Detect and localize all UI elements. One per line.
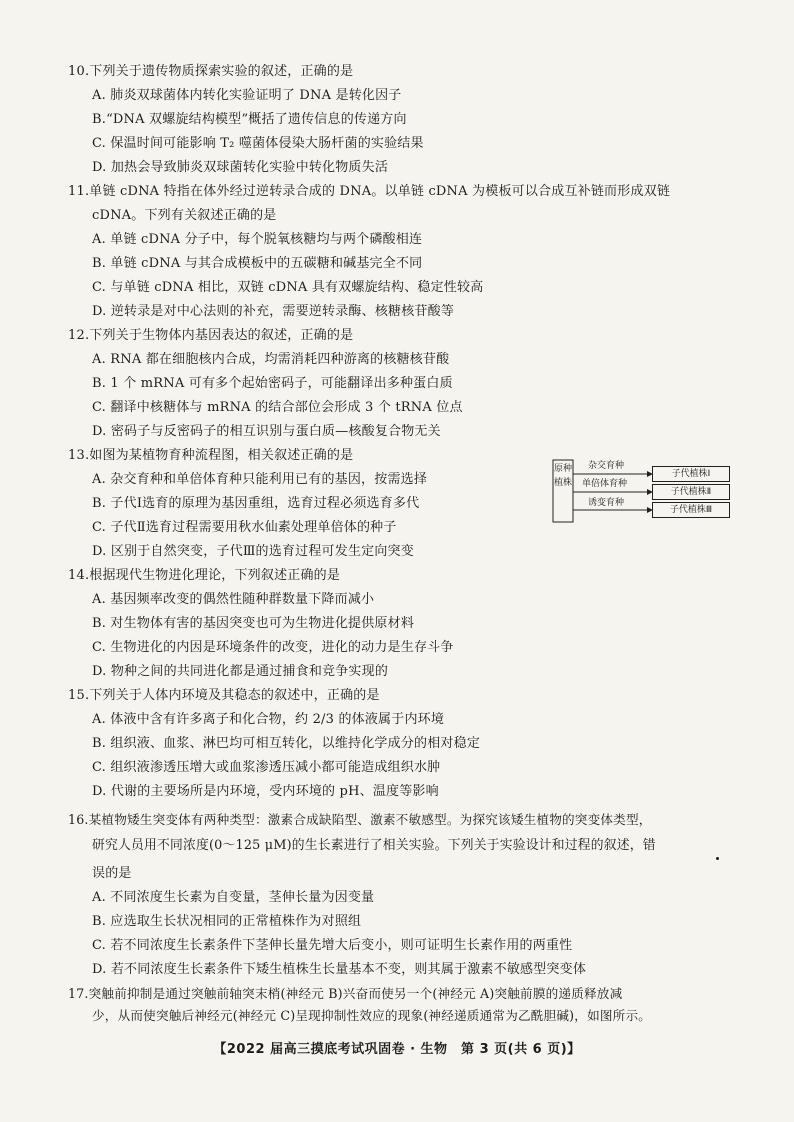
breeding-flow-diagram [552,458,730,526]
question-12-option-a: A. RNA 都在细胞核内合成，均需消耗四种游离的核糖核苷酸 [92,352,450,367]
question-14-option-c: C. 生物进化的内因是环境条件的改变，进化的动力是生存斗争 [92,640,454,655]
page-footer: 【2022 届高三摸底考试巩固卷 · 生物 第 3 页(共 6 页)】 [213,1042,581,1057]
emphasis-dot [716,857,719,860]
question-12-option-b: B. 1 个 mRNA 可有多个起始密码子，可能翻译出多种蛋白质 [92,376,453,391]
question-11-option-a: A. 单链 cDNA 分子中，每个脱氧核糖均与两个磷酸相连 [92,232,423,247]
question-15-option-b: B. 组织液、血浆、淋巴均可相互转化，以维持化学成分的相对稳定 [92,736,481,751]
question-16-option-c: C. 若不同浓度生长素条件下茎伸长量先增大后变小，则可证明生长素作用的两重性 [92,938,573,953]
question-12-stem: 12.下列关于生物体内基因表达的叙述，正确的是 [68,328,354,343]
question-10-option-a: A. 肺炎双球菌体内转化实验证明了 DNA 是转化因子 [92,88,402,103]
question-10-option-d: D. 加热会导致肺炎双球菌转化实验中转化物质失活 [92,160,389,175]
method-mutation-label: 诱变育种 [588,498,625,508]
offspring-3-box: 子代植株Ⅲ [652,502,730,518]
question-16-stem-line3: 误的是 [92,866,132,881]
question-13-option-c: C. 子代Ⅱ选育过程需要用秋水仙素处理单倍体的种子 [92,520,397,535]
question-11-option-c: C. 与单链 cDNA 相比，双链 cDNA 具有双螺旋结构、稳定性较高 [92,280,484,295]
offspring-1-box: 子代植株Ⅰ [652,466,730,482]
question-15-option-c: C. 组织液渗透压增大或血浆渗透压减小都可能造成组织水肿 [92,760,441,775]
question-11-stem-line2: cDNA。下列有关叙述正确的是 [92,208,277,223]
question-16-stem-line2: 研究人员用不同浓度(0～125 μM)的生长素进行了相关实验。下列关于实验设计和过程的叙述，错 [92,838,656,853]
origin-plant-label: 原种植株 [554,464,573,488]
question-12-option-c: C. 翻译中核糖体与 mRNA 的结合部位会形成 3 个 tRNA 位点 [92,400,463,415]
question-17-stem-line1: 17.突触前抑制是通过突触前轴突末梢(神经元 B)兴奋而使另一个(神经元 A)突触前膜的递质释放减 [68,986,623,1001]
question-14-option-d: D. 物种之间的共同进化都是通过捕食和竞争实现的 [92,664,389,679]
question-10-stem: 10.下列关于遗传物质探索实验的叙述，正确的是 [68,64,354,79]
question-11-option-d: D. 逆转录是对中心法则的补充，需要逆转录酶、核糖核苷酸等 [92,304,455,319]
method-hybrid-label: 杂交育种 [588,461,625,471]
question-15-option-a: A. 体液中含有许多离子和化合物，约 2/3 的体液属于内环境 [92,712,445,727]
question-14-option-a: A. 基因频率改变的偶然性随种群数量下降而减小 [92,592,375,607]
question-15-option-d: D. 代谢的主要场所是内环境，受内环境的 pH、温度等影响 [92,784,439,799]
question-17-stem-line2: 少，从而使突触后神经元(神经元 C)呈现抑制性效应的现象(神经递质通常为乙酰胆碱)，如图所示。 [92,1008,652,1023]
question-11-stem-line1: 11.单链 cDNA 特指在体外经过逆转录合成的 DNA。以单链 cDNA 为模板可以合成互补链而形成双链 [68,184,671,199]
question-16-stem-line1: 16.某植物矮生突变体有两种类型：激素合成缺陷型、激素不敏感型。为探究该矮生植物的突变体类型， [68,812,652,827]
question-10-option-c: C. 保温时间可能影响 T₂ 噬菌体侵染大肠杆菌的实验结果 [92,136,424,151]
question-16-option-a: A. 不同浓度生长素为自变量，茎伸长量为因变量 [92,890,375,905]
question-12-option-d: D. 密码子与反密码子的相互识别与蛋白质—核酸复合物无关 [92,424,441,439]
question-15-stem: 15.下列关于人体内环境及其稳态的叙述中，正确的是 [68,688,380,703]
question-10-option-b: B.“DNA 双螺旋结构模型”概括了遗传信息的传递方向 [92,112,407,127]
question-14-option-b: B. 对生物体有害的基因突变也可为生物进化提供原材料 [92,616,415,631]
question-16-option-b: B. 应选取生长状况相同的正常植株作为对照组 [92,914,362,929]
question-14-stem: 14.根据现代生物进化理论，下列叙述正确的是 [68,568,341,583]
question-13-stem: 13.如图为某植物育种流程图，相关叙述正确的是 [68,448,354,463]
question-13-option-a: A. 杂交育种和单倍体育种只能利用已有的基因，按需选择 [92,472,428,487]
question-11-option-b: B. 单链 cDNA 与其合成模板中的五碳糖和碱基完全不同 [92,256,423,271]
question-13-option-d: D. 区别于自然突变，子代Ⅲ的选育过程可发生定向突变 [92,544,414,559]
question-13-option-b: B. 子代Ⅰ选育的原理为基因重组，选育过程必须选育多代 [92,496,420,511]
offspring-2-box: 子代植株Ⅱ [652,484,730,500]
question-16-option-d: D. 若不同浓度生长素条件下矮生植株生长量基本不变，则其属于激素不敏感型突变体 [92,962,587,977]
method-haploid-label: 单倍体育种 [582,479,628,489]
